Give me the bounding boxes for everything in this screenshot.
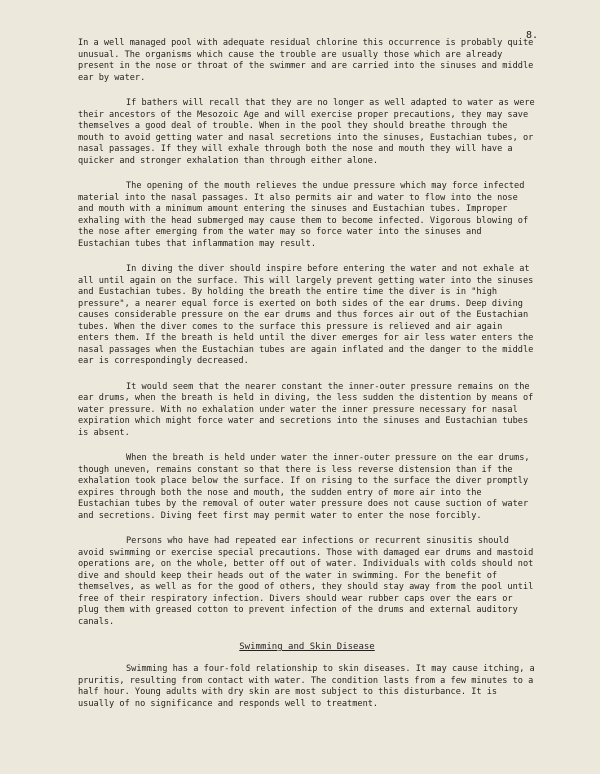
paragraph-skin-disease: Swimming has a four-fold relationship to skin diseases. It may cause itching, a pruritis, resulting from contact with water. The condition lasts from a few minutes to a half hour. Young adults with dry skin are most subject to this disturbance. It is usually of no significance and responds well to treatment. bbox=[78, 664, 535, 709]
paragraph-diving-breath: In diving the diver should inspire before entering the water and not exhale at all until again on the surface. This will largely prevent getting water into the sinuses and Eustachian tubes. By holding the breath the entire time the diver is in "high pressure", a nearer equal force is exerted on both sides of the ear drums. Deep diving causes considerable pressure on the ear drums and thus forces air out of the Eustachian tubes. When the diver comes to the surface this pressure is relieved and air again enters them. If the breath is held until the diver emerges for air less water enters the nasal passages when the Eustachian tubes are again inflated and the danger to the middle ear is correspondingly decreased. bbox=[78, 264, 534, 366]
paragraph-bather-precautions: If bathers will recall that they are no longer as well adapted to water as were their ancestors of the Mesozoic Age and will exercise proper precautions, they may save themselves a good deal of trouble. When in the pool they should breathe through the mouth to avoid getting water and nasal secretions into the sinuses, Eustachian tubes, or nasal passages. If they will exhale through both the nose and mouth they will have a quicker and stronger exhalation than through either alone. bbox=[78, 98, 535, 166]
paragraph-pool-chlorine: In a well managed pool with adequate residual chlorine this occurrence is probably quite unusual. The organisms which cause the trouble are usually those which are already present in the nose or throat of the swimmer and are carried into the sinuses and middle ear by water. bbox=[78, 38, 534, 83]
section-heading: Swimming and Skin Disease bbox=[239, 642, 375, 652]
paragraph-pressure-constant: It would seem that the nearer constant the inner-outer pressure remains on the ear drums, when the breath is held in diving, the less sudden the distention by means of water pressure. With no exhalation under water the inner pressure necessary for nasal expiration which might force water and secretions into the sinuses and Eustachian tubes is absent. bbox=[78, 381, 534, 438]
paragraph-mouth-opening: The opening of the mouth relieves the undue pressure which may force infected material into the nasal passages. It also permits air and water to flow into the nose and mouth with a minimum amount entering the sinuses and Eustachian tubes. Improper exhaling with the head submerged may cause them to become infected. Vigorous blowing of the nose after emerging from the water may so force water into the sinuses and Eustachian tubes that inflammation may result. bbox=[78, 181, 529, 249]
paragraph-ear-infections: Persons who have had repeated ear infections or recurrent sinusitis should avoid swimming or exercise special precautions. Those with damaged ear drums and mastoid operations are, on the whole, better off out of water. Individuals with colds should not dive and should keep their heads out of the water in swimming. For the benefit of themselves, as well as for the good of others, they should stay away from the pool until free of their respiratory infection. Divers should wear rubber caps over the ears or plug them with greased cotton to prevent infection of the drums and external auditory canals. bbox=[78, 536, 534, 627]
page-number: 8. bbox=[525, 30, 538, 41]
paragraph-breath-held: When the breath is held under water the inner-outer pressure on the ear drums, though uneven, remains constant so that there is less reverse distension than if the exhalation took place below the surface. If on rising to the surface the diver promptly expires through both the nose and mouth, the sudden entry of more air into the Eustachian tubes by the removal of outer water pressure does not cause suction of water and secretions. Diving feet first may permit water to enter the nose forcibly. bbox=[78, 453, 530, 521]
